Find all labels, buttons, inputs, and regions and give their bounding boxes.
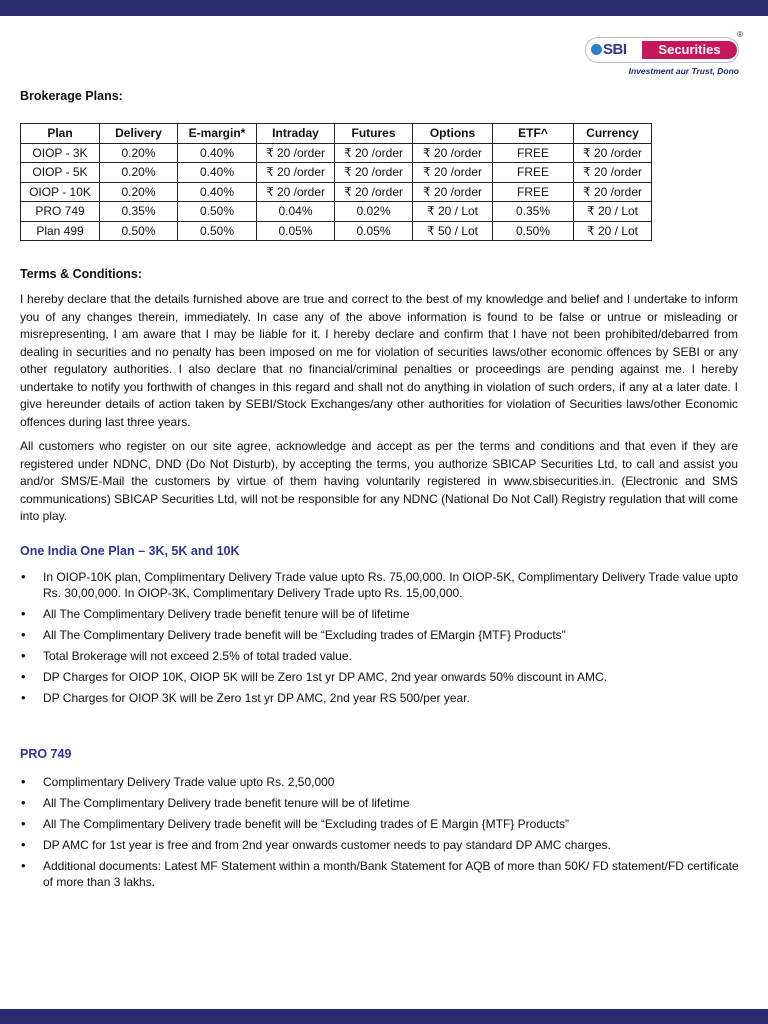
table-cell: Plan 499 [21,221,100,241]
table-cell: 0.50% [178,221,257,241]
table-cell: ₹ 20 /order [257,182,335,202]
table-cell: OIOP - 3K [21,143,100,163]
table-cell: PRO 749 [21,202,100,222]
table-cell: 0.40% [178,163,257,183]
top-banner-bar [0,0,768,16]
pro749-bullet-list [20,774,740,895]
table-cell: ₹ 20 /order [335,143,413,163]
table-cell: 0.35% [493,202,574,222]
table-cell: 0.50% [493,221,574,241]
table-cell: ₹ 20 /order [413,182,493,202]
table-cell: 0.40% [178,143,257,163]
table-row [21,221,652,241]
column-header: Intraday [257,124,335,144]
table-cell: 0.40% [178,182,257,202]
column-header: Plan [21,124,100,144]
table-cell: ₹ 20 / Lot [574,221,652,241]
logo-tagline: Investment aur Trust, Dono [628,66,739,76]
list-item: • All The Complimentary Delivery trade benefit will be “Excluding trades of E Margin {MTF} Products” [20,816,740,832]
table-cell: 0.50% [178,202,257,222]
table-cell: 0.05% [335,221,413,241]
table-cell: ₹ 20 / Lot [413,202,493,222]
table-cell: ₹ 20 /order [413,163,493,183]
list-item: • All The Complimentary Delivery trade benefit tenure will be of lifetime [20,795,740,811]
table-cell: ₹ 20 /order [335,182,413,202]
column-header: Options [413,124,493,144]
table-row [21,202,652,222]
list-item: • DP AMC for 1st year is free and from 2nd year onwards customer needs to pay standard DP AMC charges. [20,837,740,853]
table-row [21,143,652,163]
oiop-bullet-list [20,569,740,711]
column-header: Futures [335,124,413,144]
table-cell: 0.20% [100,143,178,163]
list-item: • DP Charges for OIOP 10K, OIOP 5K will be Zero 1st yr DP AMC, 2nd year onwards 50% discount in AMC. [20,669,740,685]
table-cell: FREE [493,182,574,202]
column-header: E-margin* [178,124,257,144]
logo-securities-label: Securities [642,41,737,59]
column-header: Currency [574,124,652,144]
table-cell: 0.05% [257,221,335,241]
logo-badge [585,37,739,63]
table-row [21,182,652,202]
sbi-securities-logo [585,30,743,81]
table-cell: ₹ 20 /order [257,143,335,163]
table-cell: ₹ 20 /order [574,143,652,163]
logo-sbi-mark: SBI [591,41,627,58]
table-cell: OIOP - 5K [21,163,100,183]
brokerage-plans-table [20,123,652,241]
table-header-row [21,124,652,144]
table-cell: FREE [493,143,574,163]
brokerage-plans-heading: Brokerage Plans: [20,89,123,103]
registered-mark: ® [737,30,743,39]
list-item: • All The Complimentary Delivery trade benefit will be “Excluding trades of EMargin {MTF} Products” [20,627,740,643]
terms-heading: Terms & Conditions: [20,267,142,281]
bottom-banner-bar [0,1009,768,1024]
table-cell: 0.35% [100,202,178,222]
column-header: Delivery [100,124,178,144]
list-item: • Additional documents: Latest MF Statement within a month/Bank Statement for AQB of more than 50K/ FD statement/FD certificate of more than 3 lakhs. [20,858,740,890]
oiop-heading: One India One Plan – 3K, 5K and 10K [20,544,240,558]
table-cell: OIOP - 10K [21,182,100,202]
table-row [21,163,652,183]
table-cell: ₹ 20 /order [257,163,335,183]
table-cell: 0.20% [100,182,178,202]
sbi-circle-icon [591,44,602,55]
list-item: • DP Charges for OIOP 3K will be Zero 1st yr DP AMC, 2nd year RS 500/per year. [20,690,740,706]
list-item: • Complimentary Delivery Trade value upto Rs. 2,50,000 [20,774,740,790]
table-cell: 0.50% [100,221,178,241]
table-cell: 0.20% [100,163,178,183]
list-item: • In OIOP-10K plan, Complimentary Delivery Trade value upto Rs. 75,00,000. In OIOP-5K, Complimentary Delivery Trade value upto Rs. 30,00,000. In OIOP-3K, Complimentary Delivery Trade upto Rs. 15,00,000. [20,569,740,601]
pro749-heading: PRO 749 [20,747,72,761]
table-cell: FREE [493,163,574,183]
table-cell: 0.04% [257,202,335,222]
terms-paragraph-declaration: I hereby declare that the details furnished above are true and correct to the best of my knowledge and belief and I undertake to inform you of any changes therein, immediately. In case any of the above information is found to be false or untrue or misleading or misrepresenting, I am aware that I may be liable for it. I hereby declare and confirm that I have not been prohibited/debarred from dealing in securities and no penalty has been imposed on me for violation of securities laws/other economic offences by SEBI or any other regulatory authorities. I also declare that no financial/criminal penalties or proceedings are pending against me. I hereby undertake to notify you forthwith of changes in this regard and shall not do anything in violation of such orders, if any at a later date. I give hereunder details of action taken by SEBI/Stock Exchanges/any other authorities for violation of Securities laws/other Economic offences during last three years. [20,292,738,429]
table-body [21,143,652,241]
table-cell: ₹ 20 /order [335,163,413,183]
table-cell: ₹ 20 /order [413,143,493,163]
column-header: ETF^ [493,124,574,144]
table-cell: ₹ 20 / Lot [574,202,652,222]
table-cell: ₹ 50 / Lot [413,221,493,241]
list-item: • Total Brokerage will not exceed 2.5% of total traded value. [20,648,740,664]
terms-paragraph-ndnc: All customers who register on our site agree, acknowledge and accept as per the terms and conditions and that even if they are registered under NDNC, DND (Do Not Disturb), by accepting the terms, you authorize SBICAP Securities Ltd, to call and assist you and/or SMS/E-Mail the customers by virtue of them having voluntarily registered in www.sbisecurities.in. (Electronic and SMS communications) SBICAP Securities Ltd, will not be responsible for any NDNC (National Do Not Call) Registry regulation that will come into play. [20,439,738,523]
table-cell: ₹ 20 /order [574,163,652,183]
list-item: • All The Complimentary Delivery trade benefit tenure will be of lifetime [20,606,740,622]
table-cell: ₹ 20 /order [574,182,652,202]
table-cell: 0.02% [335,202,413,222]
